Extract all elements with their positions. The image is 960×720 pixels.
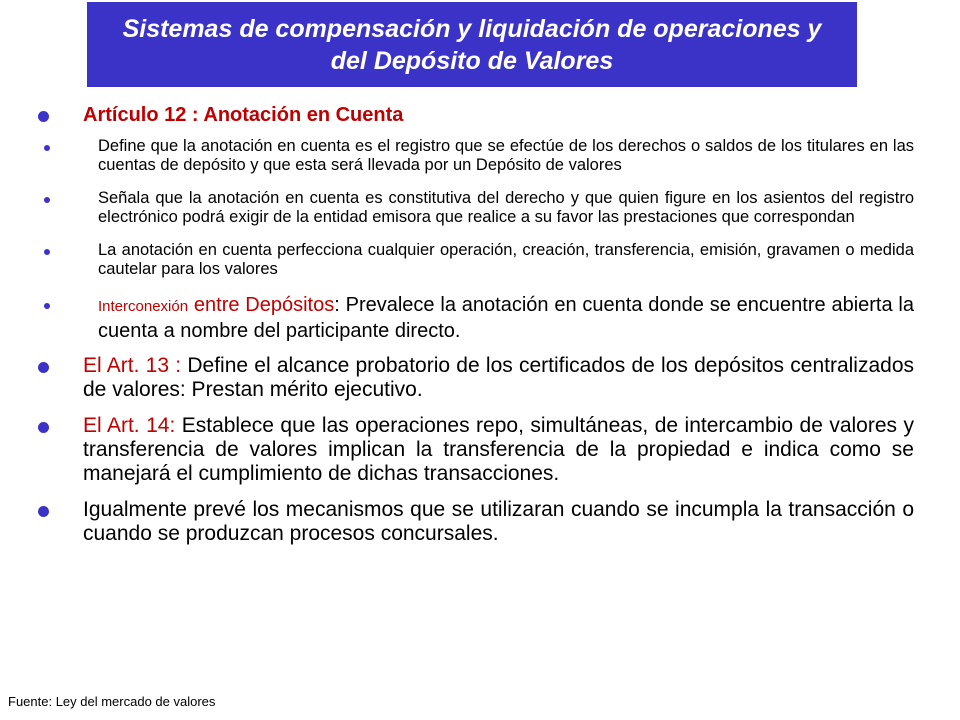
interconexion-label-small: Interconexión: [98, 298, 189, 315]
article-13-item: [36, 354, 914, 402]
article-12-heading: Artículo 12 : Anotación en Cuenta: [83, 104, 404, 126]
article-14-label: El Art. 14:: [83, 414, 176, 437]
article-14-text: Establece que las operaciones repo, simultáneas, de intercambio de valores y transferencia de valores implican la transferencia de la propiedad e indica como se manejará el cumplimiento de dichas transacciones.: [83, 414, 914, 485]
article-12-item-3-text: La anotación en cuenta perfecciona cualquier operación, creación, transferencia, emisión, gravamen o medida cautelar para los valores: [98, 241, 914, 278]
article-13-label: El Art. 13 :: [83, 354, 182, 377]
bullet-dot: [38, 422, 49, 433]
bullet-dot: [44, 197, 50, 203]
article-13-text: Define el alcance probatorio de los certificados de los depósitos centralizados de valores: Prestan mérito ejecutivo.: [83, 354, 914, 401]
interconexion-text: : Prevalece la anotación en cuenta donde se encuentre abierta la cuenta a nombre del participante directo.: [98, 294, 914, 342]
slide-content: [36, 103, 914, 558]
article-12-item-1: [36, 137, 914, 175]
slide-title-line-1: Sistemas de compensación y liquidación de operaciones y: [122, 14, 822, 43]
bullet-dot: [38, 111, 49, 122]
article-12-heading-item: [36, 103, 914, 127]
interconexion-item: [36, 293, 914, 344]
article-12-item-2: [36, 189, 914, 227]
article-12-item-1-text: Define que la anotación en cuenta es el registro que se efectúe de los derechos o saldos de los titulares en las cuentas de depósito y que esta será llevada por un Depósito de valores: [98, 137, 914, 174]
bullet-dot: [44, 303, 50, 309]
article-12-item-2-text: Señala que la anotación en cuenta es constitutiva del derecho y que quien figure en los asientos del registro electrónico podrá exigir de la entidad emisora que realice a su favor las prestaciones que correspondan: [98, 189, 914, 226]
slide-title-line-2: del Depósito de Valores: [330, 46, 614, 75]
bullet-dot: [44, 249, 50, 255]
final-item: [36, 498, 914, 546]
article-14-item: [36, 414, 914, 486]
bullet-dot: [44, 145, 50, 151]
bullet-dot: [38, 362, 49, 373]
bullet-dot: [38, 506, 49, 517]
slide-title: [87, 2, 857, 87]
article-12-item-3: [36, 241, 914, 279]
interconexion-label-big: entre Depósitos: [188, 294, 335, 316]
final-item-text: Igualmente prevé los mecanismos que se utilizaran cuando se incumpla la transacción o cuando se produzcan procesos concursales.: [83, 498, 914, 545]
source-footer: Fuente: Ley del mercado de valores: [8, 694, 216, 709]
